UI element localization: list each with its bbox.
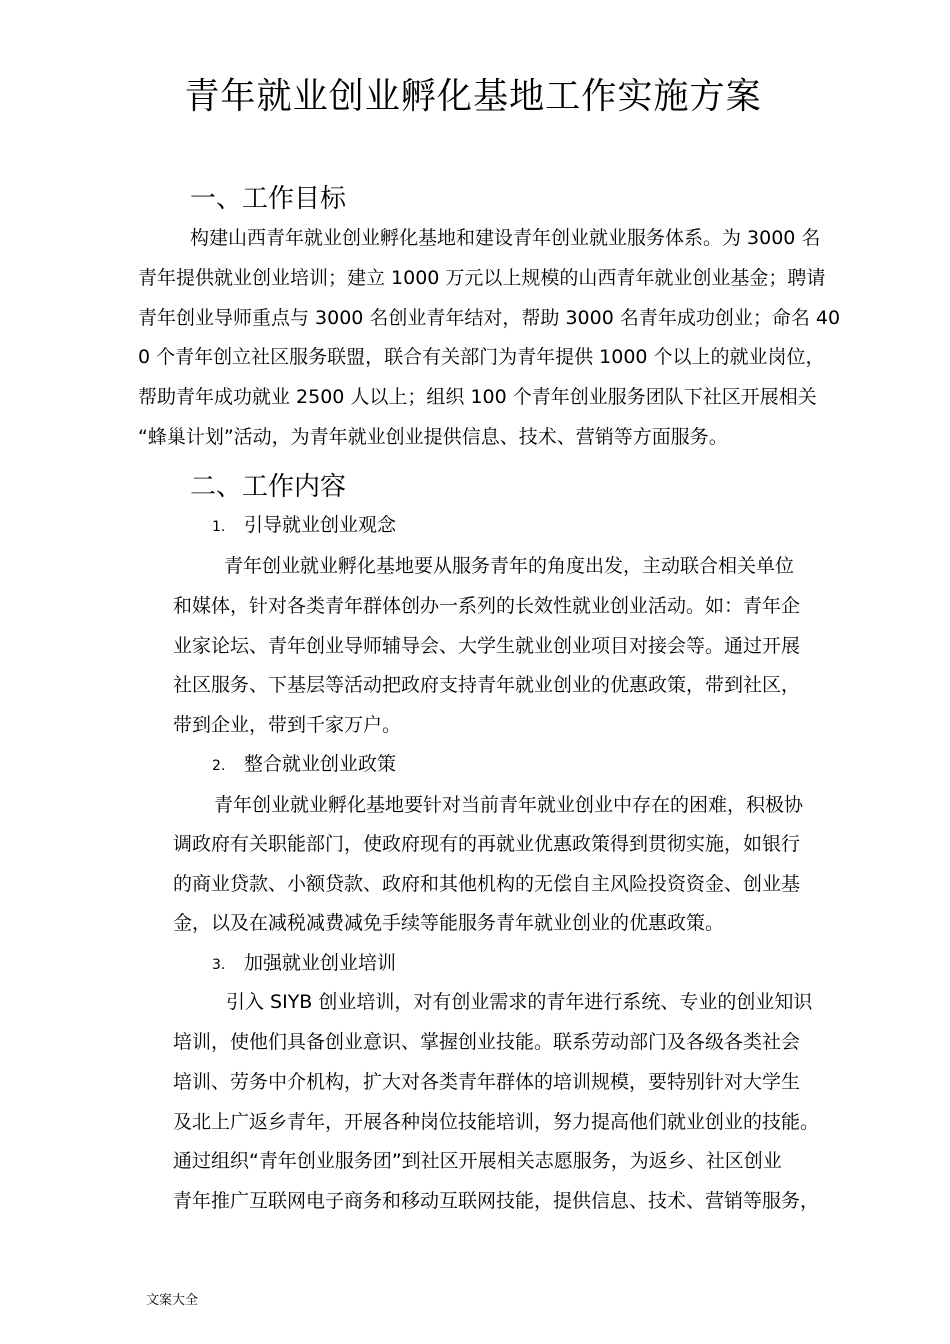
list-item-title: 加强就业创业培训	[244, 952, 397, 974]
paragraph-line: 青年创业就业孵化基地要针对当前青年就业创业中存在的困难，积极协	[214, 794, 804, 816]
paragraph-line: 带到企业，带到千家万户。	[173, 714, 402, 736]
paragraph-line: 构建山西青年就业创业孵化基地和建设青年创业就业服务体系。为 3000 名	[190, 227, 821, 249]
paragraph-line: “蜂巢计划”活动，为青年就业创业提供信息、技术、营销等方面服务。	[138, 426, 728, 448]
paragraph-line: 业家论坛、青年创业导师辅导会、大学生就业创业项目对接会等。通过开展	[173, 635, 801, 657]
list-item-title: 整合就业创业政策	[244, 753, 397, 775]
paragraph-line: 引入 SIYB 创业培训，对有创业需求的青年进行系统、专业的创业知识	[226, 991, 813, 1013]
paragraph-line: 调政府有关职能部门，使政府现有的再就业优惠政策得到贯彻实施，如银行	[173, 833, 801, 855]
paragraph-line: 金，以及在减税减费减免手续等能服务青年就业创业的优惠政策。	[173, 912, 725, 934]
paragraph-line: 0 个青年创立社区服务联盟，联合有关部门为青年提供 1000 个以上的就业岗位，	[138, 346, 825, 368]
section-heading-content: 二、工作内容	[190, 472, 347, 502]
list-item-heading	[212, 516, 396, 535]
document-title: 青年就业创业孵化基地工作实施方案	[184, 76, 762, 117]
list-item-number: 3.	[212, 957, 226, 973]
paragraph-line: 青年推广互联网电子商务和移动互联网技能，提供信息、技术、营销等服务，	[173, 1190, 820, 1212]
page-footer: 文案大全	[146, 1293, 199, 1308]
list-item-title: 引导就业创业观念	[244, 514, 397, 536]
list-item-number: 2.	[212, 758, 226, 774]
paragraph-line: 培训，使他们具备创业意识、掌握创业技能。联系劳动部门及各级各类社会	[173, 1031, 801, 1053]
paragraph-line: 青年创业就业孵化基地要从服务青年的角度出发，主动联合相关单位	[224, 555, 795, 577]
list-item-heading	[212, 755, 396, 774]
paragraph-line: 和媒体，针对各类青年群体创办一系列的长效性就业创业活动。如：青年企	[173, 595, 801, 617]
paragraph-line: 社区服务、下基层等活动把政府支持青年就业创业的优惠政策，带到社区，	[173, 674, 801, 696]
paragraph-line: 帮助青年成功就业 2500 人以上；组织 100 个青年创业服务团队下社区开展相关	[138, 386, 817, 408]
section-heading-goals: 一、工作目标	[190, 184, 347, 214]
paragraph-line: 培训、劳务中介机构，扩大对各类青年群体的培训规模，要特别针对大学生	[173, 1071, 801, 1093]
paragraph-line: 青年提供就业创业培训；建立 1000 万元以上规模的山西青年就业创业基金；聘请	[138, 267, 826, 289]
paragraph-line: 通过组织“青年创业服务团”到社区开展相关志愿服务，为返乡、社区创业	[173, 1150, 782, 1172]
paragraph-line: 及北上广返乡青年，开展各种岗位技能培训，努力提高他们就业创业的技能。	[173, 1111, 820, 1133]
paragraph-line: 青年创业导师重点与 3000 名创业青年结对，帮助 3000 名青年成功创业；命名 40	[138, 307, 841, 329]
list-item-number: 1.	[212, 519, 226, 535]
paragraph-line: 的商业贷款、小额贷款、政府和其他机构的无偿自主风险投资资金、创业基	[173, 873, 801, 895]
list-item-heading	[212, 954, 396, 973]
